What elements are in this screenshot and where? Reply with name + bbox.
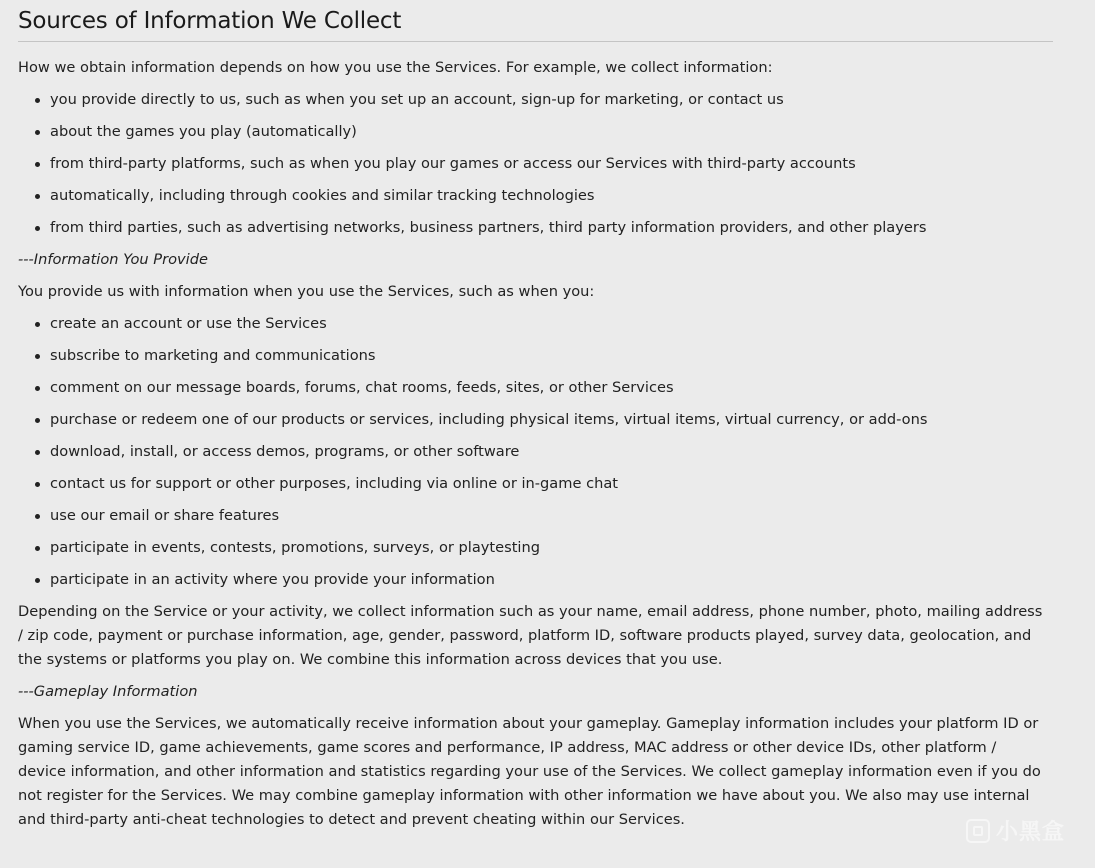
list-item: about the games you play (automatically) bbox=[18, 120, 1058, 144]
list-item: comment on our message boards, forums, chat rooms, feeds, sites, or other Services bbox=[18, 376, 1058, 400]
bullet-icon bbox=[35, 386, 40, 391]
list-item: from third-party platforms, such as when you play our games or access our Services with third-party accounts bbox=[18, 152, 1058, 176]
list-item: participate in events, contests, promotions, surveys, or playtesting bbox=[18, 536, 1058, 560]
watermark-text: 小黑盒 bbox=[995, 820, 1065, 845]
bullet-icon bbox=[35, 418, 40, 423]
list-item: you provide directly to us, such as when you set up an account, sign-up for marketing, or contact us bbox=[18, 88, 1058, 112]
intro-paragraph: How we obtain information depends on how you use the Services. For example, we collect information: bbox=[18, 59, 773, 76]
bullet-icon bbox=[35, 98, 40, 103]
bullet-icon bbox=[35, 450, 40, 455]
bullet-icon bbox=[35, 194, 40, 199]
section1-lead: You provide us with information when you use the Services, such as when you: bbox=[18, 283, 595, 300]
list-item: use our email or share features bbox=[18, 504, 1058, 528]
subsection-heading-information-you-provide: ---Information You Provide bbox=[18, 251, 208, 268]
list-item: automatically, including through cookies and similar tracking technologies bbox=[18, 184, 1058, 208]
bullet-icon bbox=[35, 578, 40, 583]
subsection-heading-gameplay-information: ---Gameplay Information bbox=[18, 683, 198, 700]
list-item: from third parties, such as advertising networks, business partners, third party information providers, and other players bbox=[18, 216, 1058, 240]
bullet-icon bbox=[35, 546, 40, 551]
list-item: create an account or use the Services bbox=[18, 312, 1058, 336]
list-item: download, install, or access demos, programs, or other software bbox=[18, 440, 1058, 464]
bullet-icon bbox=[35, 482, 40, 487]
list-item: subscribe to marketing and communications bbox=[18, 344, 1058, 368]
bullet-icon bbox=[35, 322, 40, 327]
bullet-icon bbox=[35, 130, 40, 135]
bullet-icon bbox=[35, 514, 40, 519]
section2-body-paragraph: When you use the Services, we automatically receive information about your gameplay. Gameplay information includes your platform ID or gaming service ID, game achievements, game scores and performance, IP address, MAC address or other device IDs, other platform / device information, and other information and statistics regarding your use of the Services. We collect gameplay information even if you do not register for the Services. We may combine gameplay information with other information we have about you. We also may use internal and third-party anti-cheat technologies to detect and prevent cheating within our Services. bbox=[18, 715, 1041, 828]
list-item: purchase or redeem one of our products or services, including physical items, virtual items, virtual currency, or add-ons bbox=[18, 408, 1058, 432]
section1-list bbox=[18, 312, 1058, 592]
section1-closing-paragraph: Depending on the Service or your activity, we collect information such as your name, email address, phone number, photo, mailing address / zip code, payment or purchase information, age, gender, password, platform ID, software products played, survey data, geolocation, and the systems or platforms you play on. We combine this information across devices that you use. bbox=[18, 603, 1043, 668]
policy-section bbox=[18, 0, 1058, 840]
page-title: Sources of Information We Collect bbox=[18, 8, 402, 34]
bullet-icon bbox=[35, 162, 40, 167]
intro-list bbox=[18, 88, 1058, 240]
list-item: contact us for support or other purposes, including via online or in-game chat bbox=[18, 472, 1058, 496]
bullet-icon bbox=[35, 226, 40, 231]
list-item: participate in an activity where you provide your information bbox=[18, 568, 1058, 592]
bullet-icon bbox=[35, 354, 40, 359]
title-divider bbox=[18, 41, 1053, 42]
